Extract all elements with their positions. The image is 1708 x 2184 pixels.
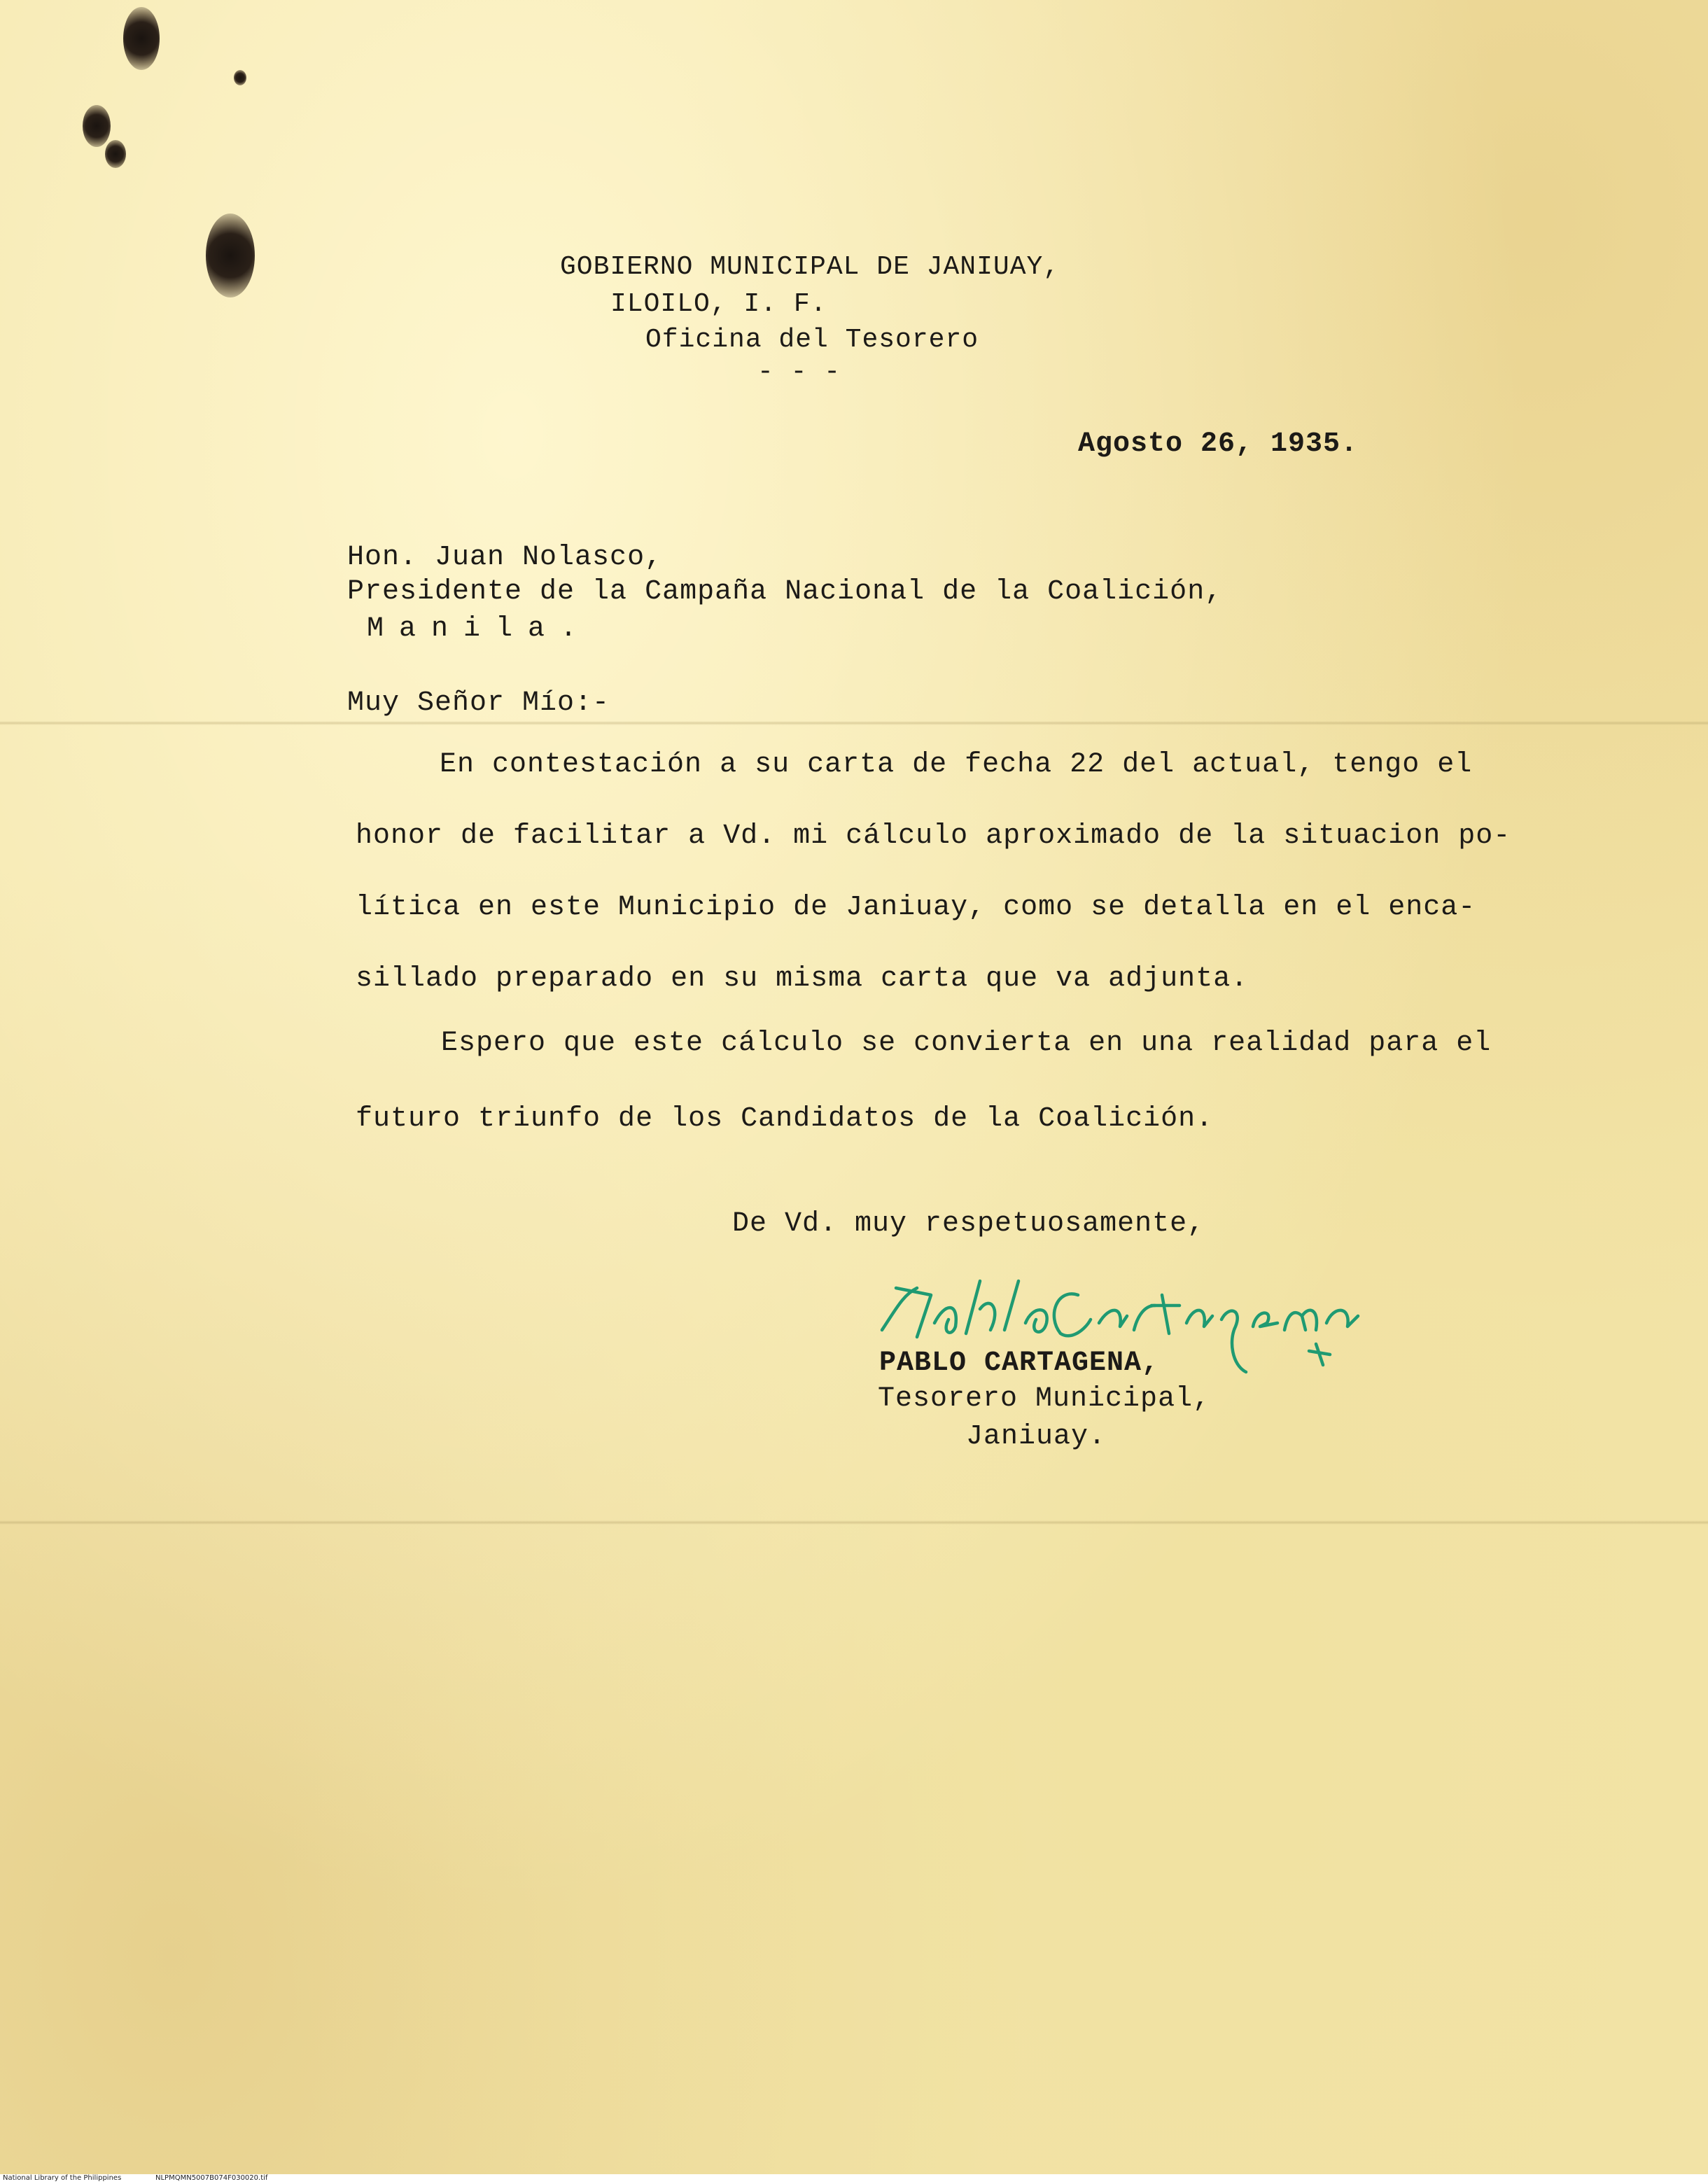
paper-fold-line xyxy=(0,1520,1708,1525)
ink-stain xyxy=(123,7,160,70)
letterhead-line-3: Oficina del Tesorero xyxy=(645,325,979,355)
footer-institution: National Library of the Philippines xyxy=(3,2174,122,2182)
salutation: Muy Señor Mío:- xyxy=(347,687,610,719)
body-line: Espero que este cálculo se convierta en una realidad para el xyxy=(441,1028,1492,1059)
recipient-name: Hon. Juan Nolasco, xyxy=(347,542,663,573)
body-line: lítica en este Municipio de Janiuay, como se detalla en el enca- xyxy=(356,892,1476,923)
body-line: futuro triunfo de los Candidatos de la Coalición. xyxy=(356,1103,1214,1135)
body-line: sillado preparado en su misma carta que va adjunta. xyxy=(356,963,1249,995)
ink-stain xyxy=(105,140,126,168)
signatory-name: PABLO CARTAGENA, xyxy=(879,1348,1160,1379)
closing: De Vd. muy respetuosamente, xyxy=(732,1208,1205,1240)
ink-stain xyxy=(83,105,111,147)
recipient-city: Manila. xyxy=(367,613,593,645)
letter-date: Agosto 26, 1935. xyxy=(1078,428,1359,460)
letterhead-line-1: GOBIERNO MUNICIPAL DE JANIUAY, xyxy=(560,252,1060,282)
ink-stain xyxy=(234,70,246,85)
footer-filename: NLPMQMN5007B074F030020.tif xyxy=(155,2174,268,2182)
signatory-position: Tesorero Municipal, xyxy=(878,1383,1211,1415)
paper-fold-line xyxy=(0,721,1708,725)
signatory-place: Janiuay. xyxy=(966,1421,1107,1452)
letterhead-line-2: ILOILO, I. F. xyxy=(610,289,827,319)
ink-stain xyxy=(206,214,255,298)
letterhead-separator: - - - xyxy=(757,357,841,387)
body-line: En contestación a su carta de fecha 22 del actual, tengo el xyxy=(440,749,1473,780)
body-line: honor de facilitar a Vd. mi cálculo aproximado de la situacion po- xyxy=(356,820,1511,852)
recipient-title: Presidente de la Campaña Nacional de la Coalición, xyxy=(347,576,1223,608)
